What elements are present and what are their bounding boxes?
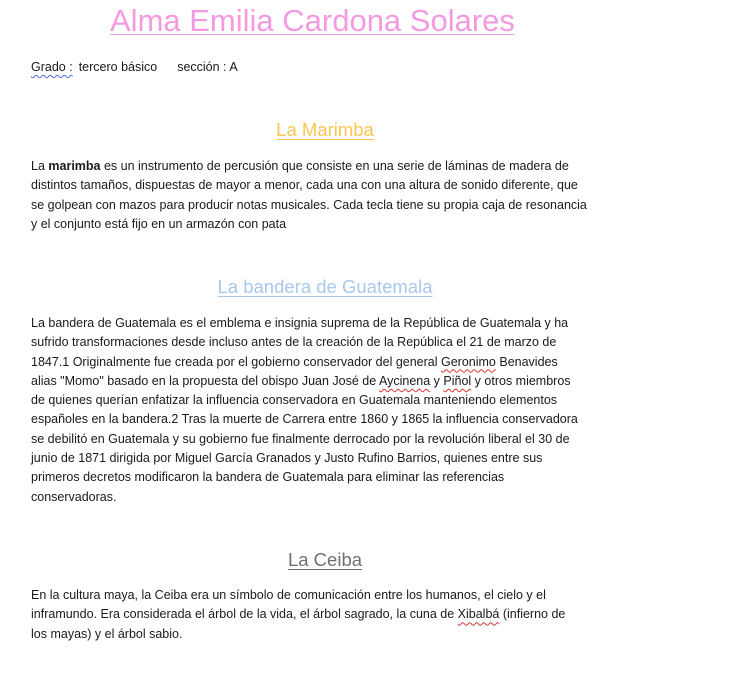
line-text: (infierno de <box>499 607 566 622</box>
heading-la-marimba: La Marimba <box>276 119 374 140</box>
paragraph-line: se debilitó en Guatemala y su gobierno fue finalmente derrocado por la revolución liberal el 30 de <box>31 431 570 446</box>
paragraph-line <box>31 353 631 372</box>
seccion-text: sección : A <box>177 60 238 74</box>
paragraph-line <box>31 157 631 176</box>
document-title: Alma Emilia Cardona Solares <box>110 3 515 38</box>
paragraph-line: de quienes querían enfatizar la influencia conservadora en Guatemala manteniendo elementos <box>31 393 558 408</box>
paragraph-line <box>31 372 631 391</box>
line-text: Benavides <box>495 354 558 369</box>
paragraph-marimba <box>31 157 631 234</box>
paragraph-line: junio de 1871 dirigida por Miguel García Granados y Justo Rufino Barrios, quienes entre sus <box>31 451 543 466</box>
paragraph-line <box>31 605 631 624</box>
paragraph-line: En la cultura maya, la Ceiba era un símbolo de comunicación entre los humanos, el cielo y el <box>31 588 546 602</box>
paragraph-line: los mayas) y el árbol sabio. <box>31 626 183 641</box>
misspelled-word[interactable]: Geronimo <box>441 354 496 369</box>
paragraph-line: sufrido transformaciones desde incluso antes de la creación de la República el 21 de marzo de <box>31 335 557 350</box>
grado-label: Grado : <box>31 60 73 74</box>
line-text: 1847.1 Originalmente fue creada por el gobierno conservador del general <box>31 354 441 369</box>
paragraph-line: primeros decretos modificaron la bandera de Guatemala para eliminar las referencias <box>31 470 505 485</box>
paragraph-line: se golpean con mazos para producir notas musicales. Cada tecla tiene su propia caja de resonancia <box>31 197 587 212</box>
line-text: La <box>31 159 49 173</box>
line-text: alias "Momo" basado en la propuesta del obispo Juan José de <box>31 373 379 388</box>
paragraph-line: y el conjunto está fijo en un armazón con pata <box>31 216 287 231</box>
paragraph-bandera <box>31 314 631 507</box>
paragraph-line: conservadoras. <box>31 489 117 504</box>
line-text: y otros miembros <box>471 373 571 388</box>
paragraph-line: distintos tamaños, dispuestas de mayor a menor, cada una con una altura de sonido diferente, que <box>31 178 578 193</box>
line-text: y <box>430 373 444 388</box>
misspelled-word[interactable]: Aycinena <box>379 373 431 388</box>
misspelled-word[interactable]: Xibalbá <box>457 607 500 622</box>
heading-la-bandera: La bandera de Guatemala <box>217 276 433 297</box>
student-info <box>31 58 238 76</box>
paragraph-ceiba <box>31 586 631 644</box>
misspelled-word[interactable]: Piñol <box>443 373 472 388</box>
paragraph-line: La bandera de Guatemala es el emblema e insignia suprema de la República de Guatemala y ha <box>31 316 569 330</box>
bold-term-marimba: marimba <box>48 159 101 173</box>
heading-la-ceiba: La Ceiba <box>287 549 363 570</box>
paragraph-line: españoles en la bandera.2 Tras la muerte de Carrera entre 1860 y 1865 la influencia conservadora <box>31 412 578 427</box>
line-text: inframundo. Era considerada el árbol de la vida, el árbol sagrado, la cuna de <box>31 607 458 622</box>
line-text: es un instrumento de percusión que consiste en una serie de láminas de madera de <box>100 159 569 173</box>
grado-value: tercero básico <box>78 60 158 74</box>
